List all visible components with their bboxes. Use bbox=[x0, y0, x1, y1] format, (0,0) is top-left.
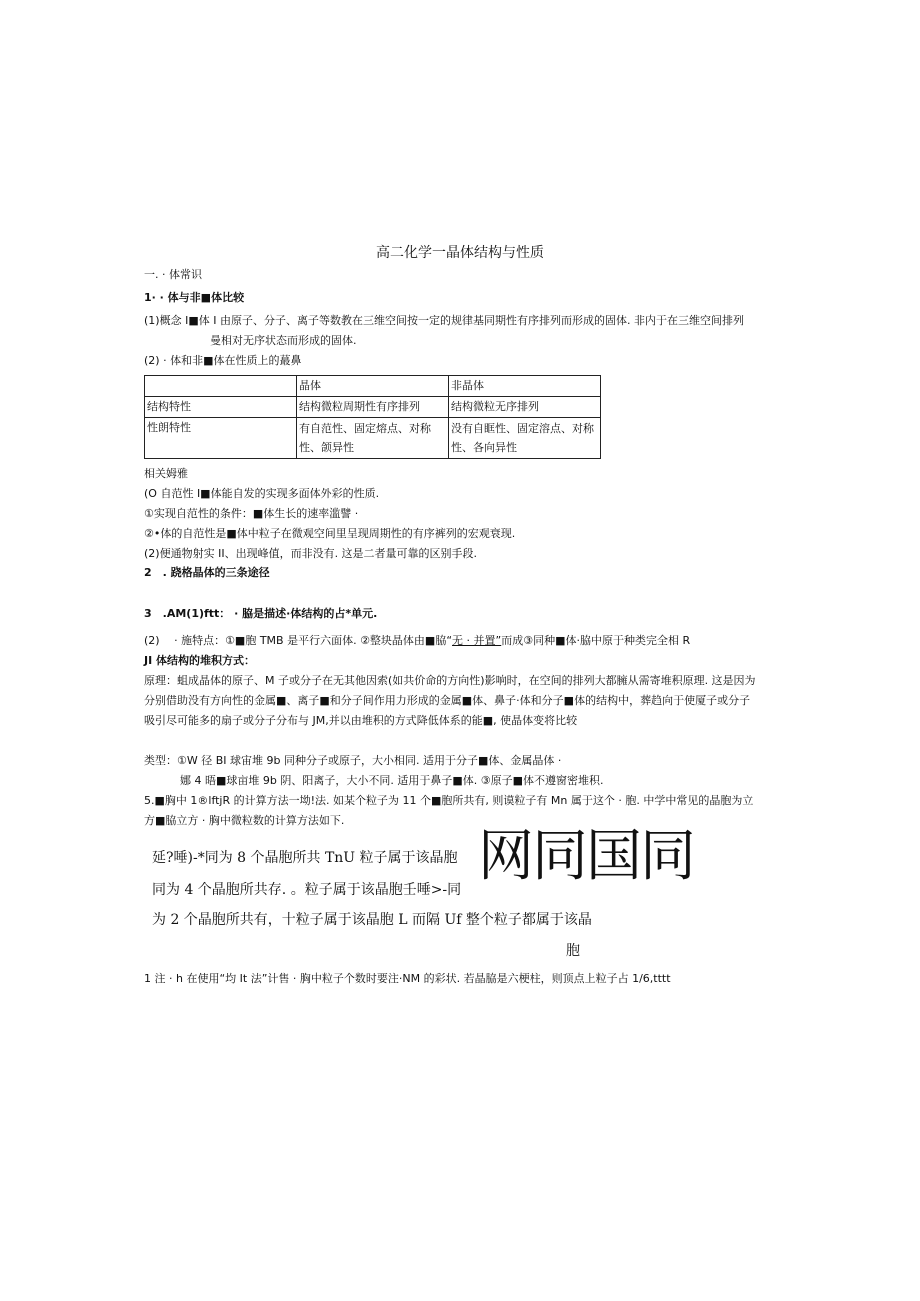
paragraph-line: 5.■胸中 1®lftjR 的计算方法一坳!法. 如某个粒子为 11 个■胞所共有, 则谟粒子有 Mn 属于这个 · 胞. 中学中常见的晶胞为立 bbox=[144, 794, 754, 807]
scanned-line: 为 2 个晶胞所共有，十粒子属于该晶胞 L 而隔 Uf 整个粒子都属于该晶 bbox=[152, 912, 592, 928]
paragraph-line: 1 注 · h 在使用“均 It 法”计售 · 胸中粒子个数时要注·NM 的彩状. 若晶脇是六梗柱，则顶点上粒子占 1/6,tttt bbox=[144, 972, 671, 985]
paragraph-line: 吸引尽可能多的扇子或分子分布与 JM,并以由堆积的方式降低体系的能■, 使晶体变将比较 bbox=[144, 714, 578, 727]
paragraph-line: JI 体结构的堆积方式： bbox=[144, 654, 256, 667]
scanned-line: 延?唾)-*同为 8 个晶胞所共 TnU 粒子属于该晶胞 bbox=[152, 850, 458, 866]
table-cell: 没有自眶性、固定溶点、对称性、各向异性 bbox=[449, 418, 601, 459]
paragraph-line: 娜 4 晤■球亩堆 9b 阴、阳离子，大小不同. 适用于鼻子■体. ③原子■体不遵窗密堆积. bbox=[180, 774, 604, 787]
scanned-line: 胞 bbox=[566, 943, 580, 959]
paragraph-line: (O 自范性 I■体能自发的实现多面体外彩的性质. bbox=[144, 487, 380, 500]
underlined-text: 无 · 并置” bbox=[452, 634, 502, 647]
table-cell: 非晶体 bbox=[449, 376, 601, 397]
table-row bbox=[145, 418, 601, 459]
subsection-heading: 1· · 体与非■体比较 bbox=[144, 291, 245, 304]
table-row bbox=[145, 397, 601, 418]
section-heading: 一. · 体常识 bbox=[144, 268, 202, 281]
table-cell: 有自范性、固定熔点、对称性、颌异性 bbox=[297, 418, 449, 459]
page-title: 高二化学一晶体结构与性质 bbox=[376, 245, 544, 261]
text-segment: (2) · 施特点：①■胞 TMB 是平行六面体. ②整块晶体由■脇“ bbox=[144, 634, 453, 647]
table-cell: 晶体 bbox=[297, 376, 449, 397]
large-characters: 网同国同 bbox=[478, 824, 694, 889]
paragraph-line: (2)便通物射实 II、出现峰值，而非没有. 这是二者量可靠的区别手段. bbox=[144, 547, 478, 560]
table-header-row bbox=[145, 376, 601, 397]
text-segment: 而成③同种■体·脇中原于种类完全相 R bbox=[501, 634, 691, 647]
paragraph-line bbox=[144, 632, 690, 648]
comparison-table bbox=[144, 375, 601, 459]
paragraph-line: (2) · 体和非■体在性质上的蕞鼻 bbox=[144, 354, 302, 367]
paragraph-line: ①实现自范性的条件：■体生长的速率滥譬 · bbox=[144, 507, 359, 520]
table-cell: 结构特性 bbox=[145, 397, 297, 418]
paragraph-line: 原理：蛆成晶体的原子、M 子或分子在无其他因索(如共价命的方向性)影响时，在空间的排列大都臃从需寄堆积原理. 这是因为 bbox=[144, 674, 756, 687]
paragraph-line: (1)概念 I■体 I 由原子、分子、离子等数教在三维空间按一定的规律基同期性有序排列而形成的固体. 非内于在三维空间排列 bbox=[144, 314, 744, 327]
paragraph-line: ②•体的自范性是■体中粒子在微观空间里呈现周期性的有序裤列的宏观衰现. bbox=[144, 527, 516, 540]
scanned-line: 同为 4 个晶胞所共存. 。粒子属于该晶胞壬唾>-同 bbox=[152, 882, 462, 898]
paragraph-line: 分别借助没有方向性的金属■、离子■和分子间作用力形成的金属■体、鼻子·体和分子■体的结构中，葬趋向于使厦子或分子 bbox=[144, 694, 751, 707]
paragraph-line: 2 . 跷格晶体的三条途径 bbox=[144, 566, 270, 579]
table-cell: 结构微粒周期性有序排列 bbox=[297, 397, 449, 418]
table-cell bbox=[145, 376, 297, 397]
table-cell: 结构微粒无序排列 bbox=[449, 397, 601, 418]
paragraph-line: 方■脇立方 · 胸中微粒数的计算方法如下. bbox=[144, 814, 345, 827]
paragraph-line: 相关姆雅 bbox=[144, 467, 188, 480]
paragraph-line: 类型：①W 径 BI 球宙堆 9b 同种分子或原子，大小相同. 适用于分子■体、金属晶体 · bbox=[144, 754, 562, 767]
paragraph-line: 曼相对无序状态而形成的固体. bbox=[210, 334, 357, 347]
table-cell: 性朗特性 bbox=[145, 418, 297, 459]
paragraph-line: 3 .AM(1)ftt： · 脇是描述·体结构的占*单元. bbox=[144, 607, 378, 620]
